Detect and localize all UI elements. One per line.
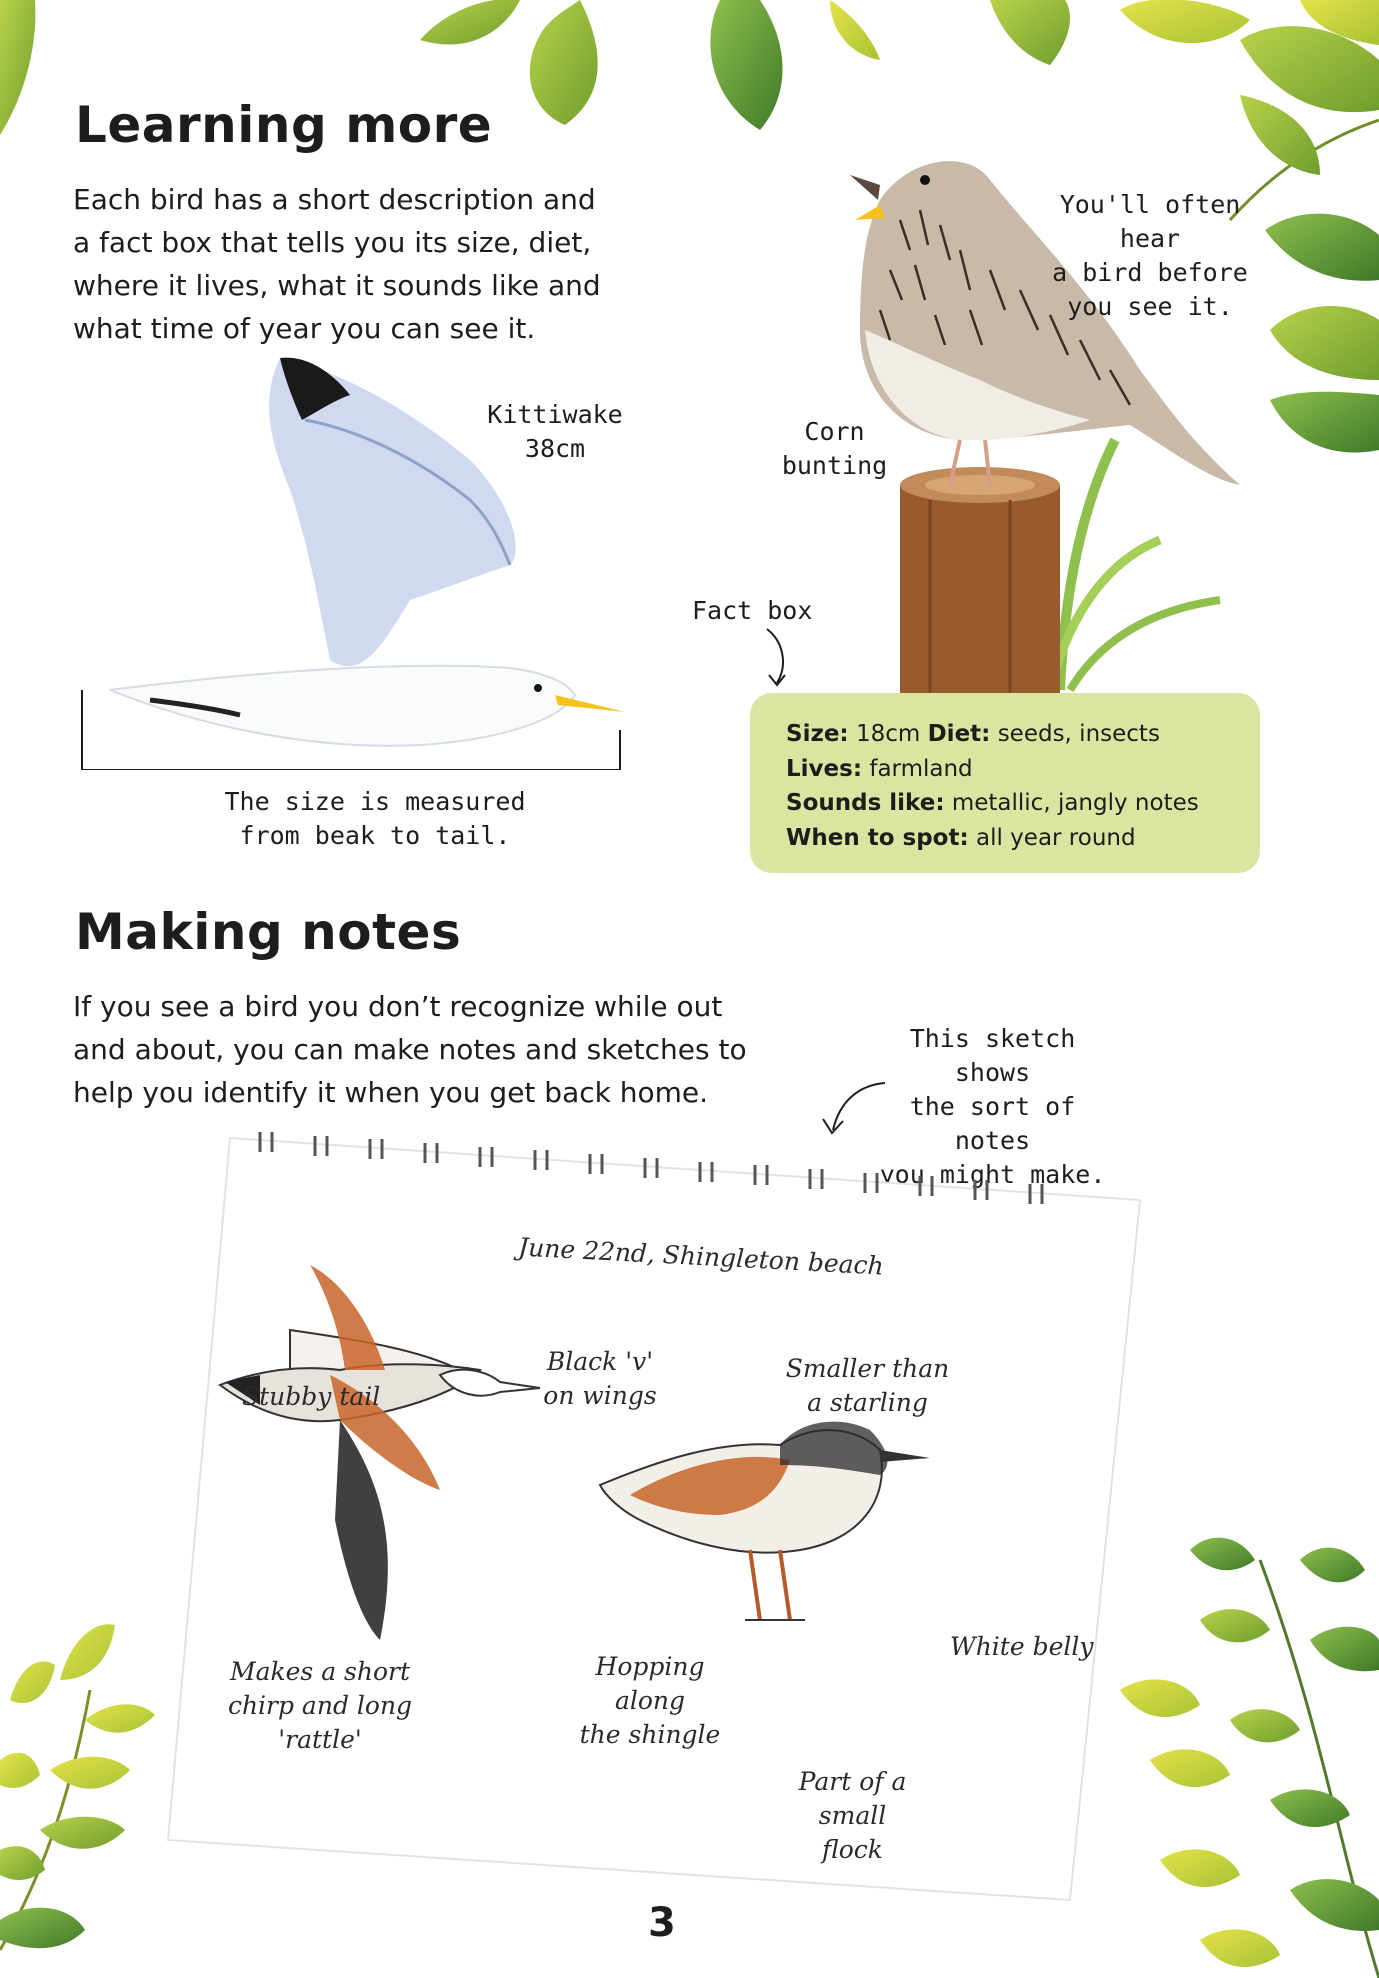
fact-value: 18cm <box>855 721 921 747</box>
label-line: you see it. <box>1067 292 1233 321</box>
label-line: The size is measured <box>224 787 526 816</box>
label-line: from beak to tail. <box>239 821 511 850</box>
fact-box <box>750 693 1260 873</box>
fact-lives <box>786 752 1199 787</box>
note-line: Makes a short <box>229 1657 411 1686</box>
note-stubby-tail: Stubby tail <box>242 1382 381 1411</box>
intro-line: help you identify it when you get back home. <box>73 1076 709 1109</box>
fact-value: metallic, jangly notes <box>951 790 1199 816</box>
learning-intro <box>73 178 633 350</box>
label-line: Kittiwake <box>487 400 623 429</box>
intro-line: what time of year you can see it. <box>73 312 536 345</box>
note-line: small flock <box>818 1801 887 1864</box>
hear-note <box>1035 188 1265 324</box>
size-note <box>215 785 535 853</box>
leaves-top-center <box>420 0 1070 130</box>
fact-sounds <box>786 786 1199 821</box>
notes-intro <box>73 985 793 1114</box>
fact-value: farmland <box>869 755 973 782</box>
section-title-notes: Making notes <box>75 903 462 961</box>
note-line: Black 'v' <box>546 1347 654 1376</box>
note-line: on wings <box>543 1381 657 1410</box>
label-line: Corn <box>804 417 865 446</box>
fact-label: Lives: <box>786 755 863 782</box>
note-hopping <box>565 1650 735 1752</box>
label-line: This sketch shows <box>909 1024 1076 1087</box>
leaf-top-left <box>0 0 35 135</box>
note-smaller <box>780 1352 955 1420</box>
note-line: 'rattle' <box>278 1725 362 1754</box>
fact-box-label: Fact box <box>692 596 813 625</box>
note-line: chirp and long <box>227 1691 413 1720</box>
fact-label: When to spot: <box>786 824 969 851</box>
note-line: Hopping along <box>595 1652 705 1715</box>
intro-line: If you see a bird you don’t recognize while out <box>73 990 723 1023</box>
label-line: 38cm <box>524 434 586 463</box>
note-chirp <box>220 1655 420 1757</box>
fact-label: Sounds like: <box>786 790 945 816</box>
label-line: the sort of notes <box>909 1092 1076 1155</box>
branch-bottom-left <box>0 1624 155 1950</box>
fact-value: seeds, insects <box>997 721 1160 747</box>
note-white-belly: White belly <box>950 1632 1094 1661</box>
label-line: you might make. <box>879 1160 1106 1189</box>
note-line: Part of a <box>798 1767 907 1796</box>
label-line: You'll often hear <box>1059 190 1241 253</box>
intro-line: and about, you can make notes and sketches to <box>73 1033 747 1066</box>
note-line: the shingle <box>579 1720 721 1749</box>
branch-bottom-right <box>1120 1538 1379 1978</box>
fact-label: Diet: <box>927 721 991 747</box>
kittiwake-label <box>475 398 635 466</box>
note-flock <box>785 1765 920 1867</box>
arrow-down-icon <box>755 625 800 690</box>
intro-line: a fact box that tells you its size, diet, <box>73 226 592 259</box>
note-line: a starling <box>807 1388 928 1417</box>
intro-line: where it lives, what it sounds like and <box>73 269 601 302</box>
section-title-learning: Learning more <box>75 96 493 154</box>
note-black-v <box>535 1345 665 1413</box>
intro-line: Each bird has a short description and <box>73 183 596 216</box>
label-line: a bird before <box>1052 258 1248 287</box>
fact-size-diet <box>786 717 1199 752</box>
note-line: Smaller than <box>785 1354 950 1383</box>
page-number: 3 <box>648 1900 676 1946</box>
corn-bunting-label <box>772 415 897 483</box>
fact-when <box>786 821 1199 856</box>
fact-label: Size: <box>786 721 849 747</box>
label-line: bunting <box>781 451 888 480</box>
notebook-heading: June 22nd, Shingleton beach <box>517 1232 885 1281</box>
fact-value: all year round <box>976 824 1136 851</box>
